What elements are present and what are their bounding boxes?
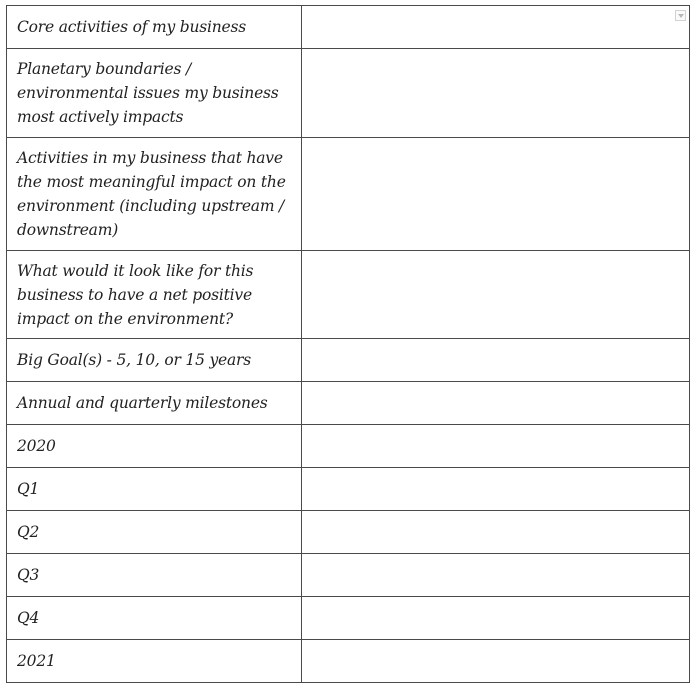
table-row xyxy=(7,468,690,511)
table-row xyxy=(7,597,690,640)
row-label: Big Goal(s) - 5, 10, or 15 years xyxy=(7,339,302,382)
answer-cell[interactable] xyxy=(302,251,690,339)
table-row xyxy=(7,339,690,382)
table-row xyxy=(7,425,690,468)
chevron-down-icon[interactable] xyxy=(675,10,686,21)
answer-cell[interactable] xyxy=(302,6,690,49)
table-row xyxy=(7,49,690,138)
row-label: Activities in my business that have the most meaningful impact on the environment (including upstream / downstream) xyxy=(7,138,302,251)
answer-cell[interactable] xyxy=(302,49,690,138)
table-row xyxy=(7,640,690,683)
answer-cell[interactable] xyxy=(302,138,690,251)
row-label: What would it look like for this business to have a net positive impact on the environment? xyxy=(7,251,302,339)
row-label: 2020 xyxy=(7,425,302,468)
answer-cell[interactable] xyxy=(302,339,690,382)
row-label: Q1 xyxy=(7,468,302,511)
table-row xyxy=(7,511,690,554)
business-planning-table xyxy=(6,5,690,683)
row-label: Planetary boundaries / environmental issues my business most actively impacts xyxy=(7,49,302,138)
answer-cell[interactable] xyxy=(302,597,690,640)
answer-cell[interactable] xyxy=(302,554,690,597)
row-label: Q2 xyxy=(7,511,302,554)
row-label: Q4 xyxy=(7,597,302,640)
answer-cell[interactable] xyxy=(302,640,690,683)
row-label: 2021 xyxy=(7,640,302,683)
answer-cell[interactable] xyxy=(302,382,690,425)
table-row xyxy=(7,554,690,597)
answer-cell[interactable] xyxy=(302,425,690,468)
answer-cell[interactable] xyxy=(302,511,690,554)
row-label: Q3 xyxy=(7,554,302,597)
table-row xyxy=(7,251,690,339)
row-label: Core activities of my business xyxy=(7,6,302,49)
row-label: Annual and quarterly milestones xyxy=(7,382,302,425)
answer-cell[interactable] xyxy=(302,468,690,511)
table-row xyxy=(7,382,690,425)
table-row xyxy=(7,138,690,251)
table-row xyxy=(7,6,690,49)
